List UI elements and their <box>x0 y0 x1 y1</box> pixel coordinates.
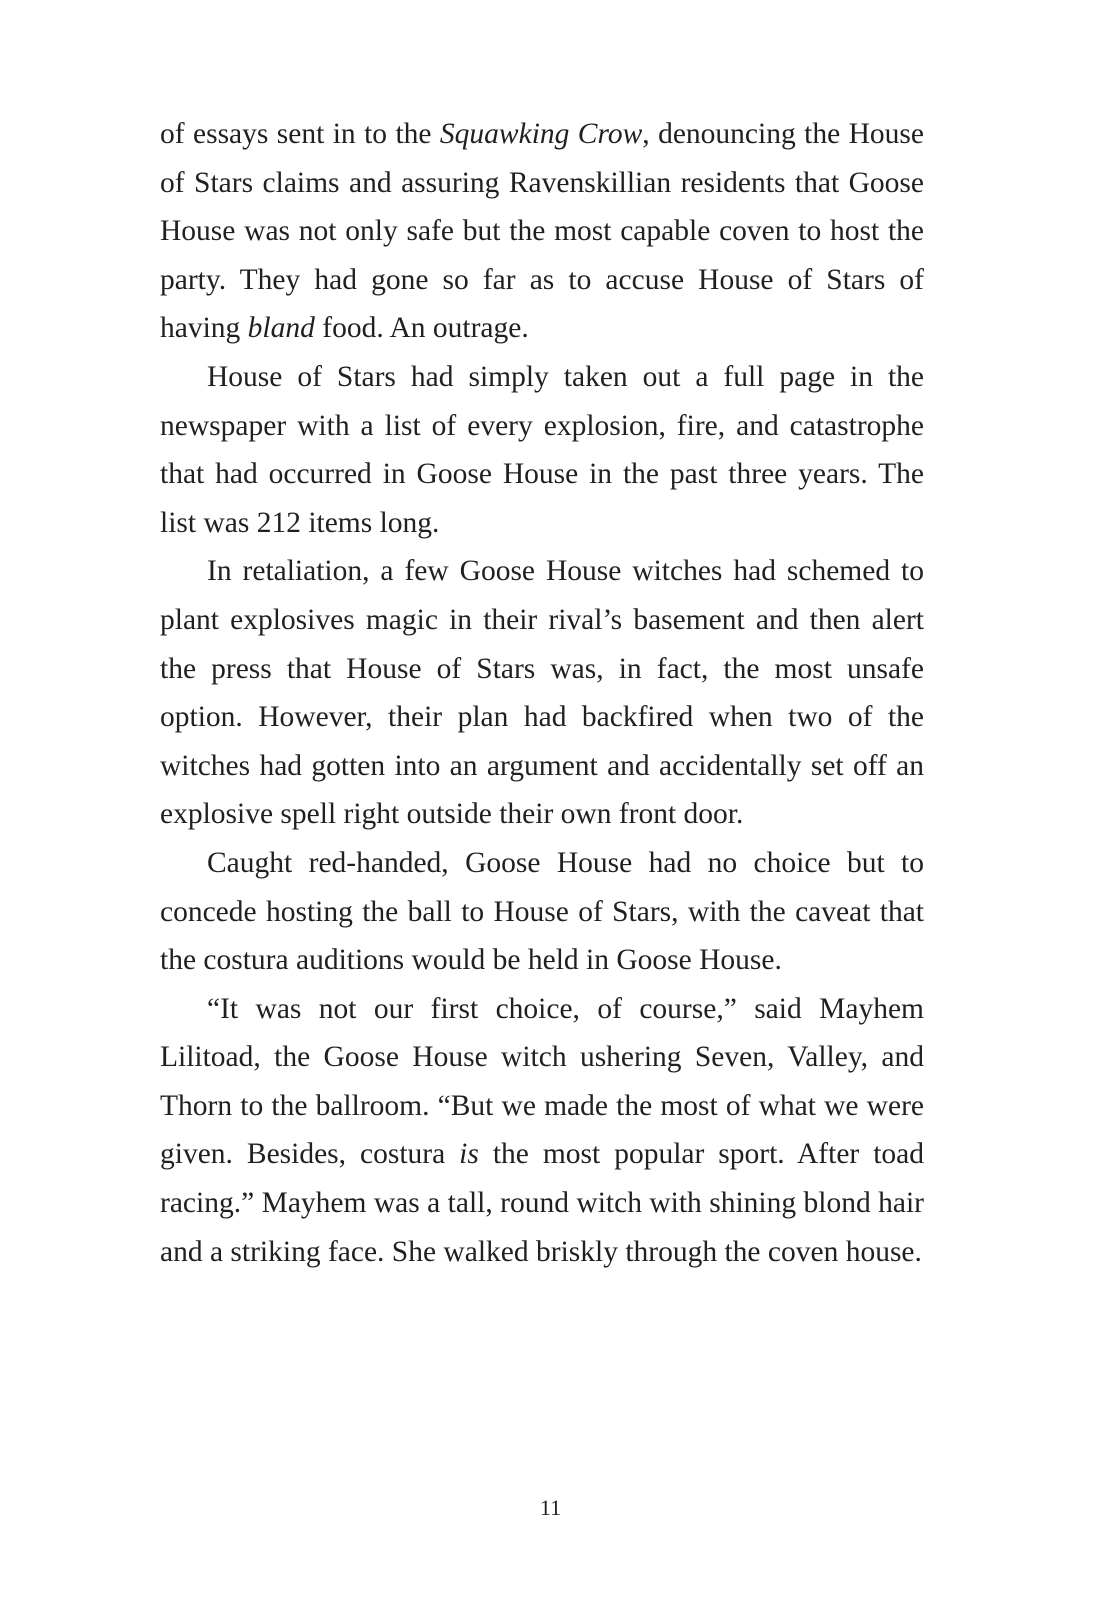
text-run: Caught red-handed, Goose House had no choice but to concede hosting the ball to House of Stars, with the caveat that the costura auditions would be held in Goose House. <box>160 846 924 977</box>
text-run: “It was not our first choice, of course,” said Mayhem Lilitoad, the Goose House witch ushering Seven, Valley, and Thorn to the ballroom. “But we made the most of what we were given. Besides, costura <box>160 992 924 1171</box>
paragraph <box>160 839 924 985</box>
paragraph <box>160 547 924 839</box>
text-run: In retaliation, a few Goose House witches had schemed to plant explosives magic in their rival’s basement and then alert the press that House of Stars was, in fact, the most unsafe option. However, their plan had backfired when two of the witches had gotten into an argument and accidentally set off an explosive spell right outside their own front door. <box>160 555 924 831</box>
paragraph <box>160 110 924 353</box>
body-text <box>160 110 924 1276</box>
italic-text: is <box>459 1138 479 1171</box>
paragraph <box>160 985 924 1277</box>
page-number: 11 <box>539 1495 562 1520</box>
italic-text: bland <box>247 312 315 345</box>
text-run: food. An outrage. <box>314 312 529 345</box>
text-run: , denouncing the House of Stars claims and assuring Ravenskillian residents that Goose House was not only safe but the most capable coven to host the party. They had gone so far as to accuse House of Stars of having <box>160 118 924 345</box>
text-run: House of Stars had simply taken out a full page in the newspaper with a list of every explosion, fire, and catastrophe that had occurred in Goose House in the past three years. The list was 212 items long. <box>160 360 924 539</box>
paragraph <box>160 353 924 547</box>
text-run: of essays sent in to the <box>160 118 440 150</box>
italic-text: Squawking Crow <box>439 118 643 150</box>
text-run: the most popular sport. After toad racing.” Mayhem was a tall, round witch with shining blond hair and a striking face. She walked briskly through the coven house. <box>160 1138 924 1268</box>
